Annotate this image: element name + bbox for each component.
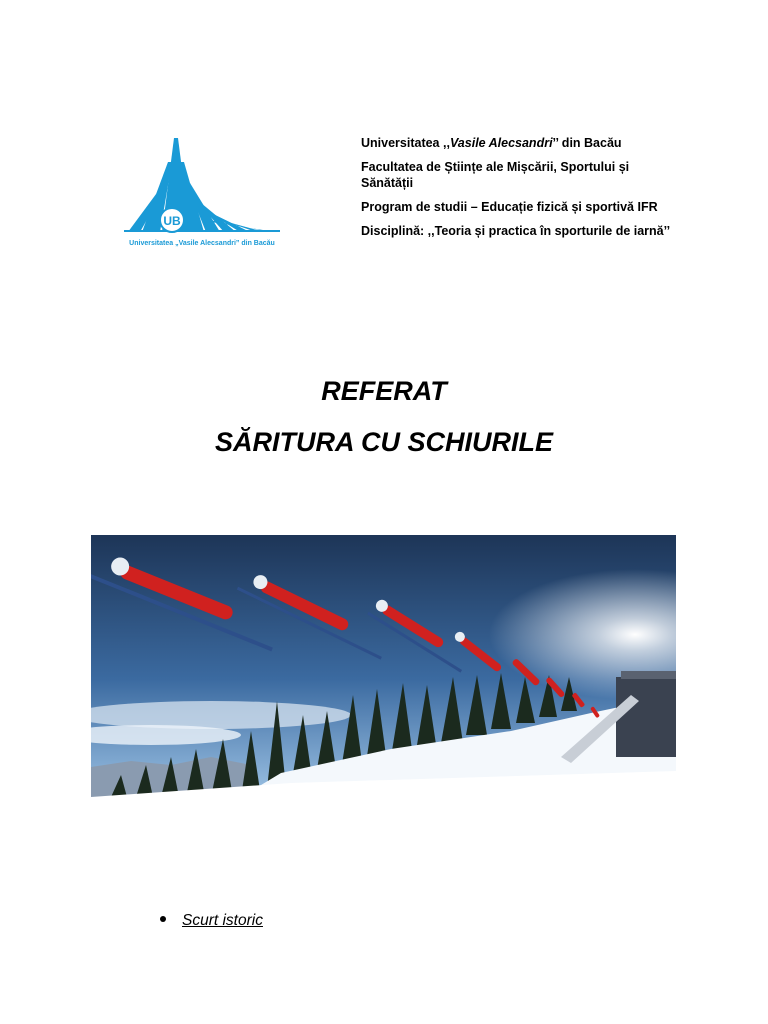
university-suffix: ’’ din Bacău <box>552 136 622 150</box>
institution-info <box>361 135 681 247</box>
university-line <box>361 135 681 151</box>
university-prefix: Universitatea ,, <box>361 136 450 150</box>
university-logo <box>120 128 288 256</box>
university-name: Vasile Alecsandri <box>449 136 553 150</box>
logo-monogram: UB <box>163 214 181 228</box>
ski-jump-illustration <box>91 535 676 797</box>
ski-jump-photo <box>91 535 676 797</box>
faculty-line: Facultatea de Științe ale Mișcării, Sportului și Sănătății <box>361 160 630 190</box>
bullet-dot-icon <box>160 916 166 922</box>
logo-caption: Universitatea „Vasile Alecsandri” din Bacău <box>129 240 275 247</box>
discipline-line: Disciplină: ,,Teoria și practica în sporturile de iarnă’’ <box>361 224 671 238</box>
program-line: Program de studii – Educație fizică și sportivă IFR <box>361 200 658 214</box>
document-title: REFERAT <box>321 376 447 406</box>
document-subtitle: SĂRITURA CU SCHIURILE <box>214 427 553 457</box>
university-logo-graphic <box>120 128 288 256</box>
section-link-scurt-istoric[interactable]: Scurt istoric <box>182 912 263 929</box>
section-list <box>160 912 263 930</box>
